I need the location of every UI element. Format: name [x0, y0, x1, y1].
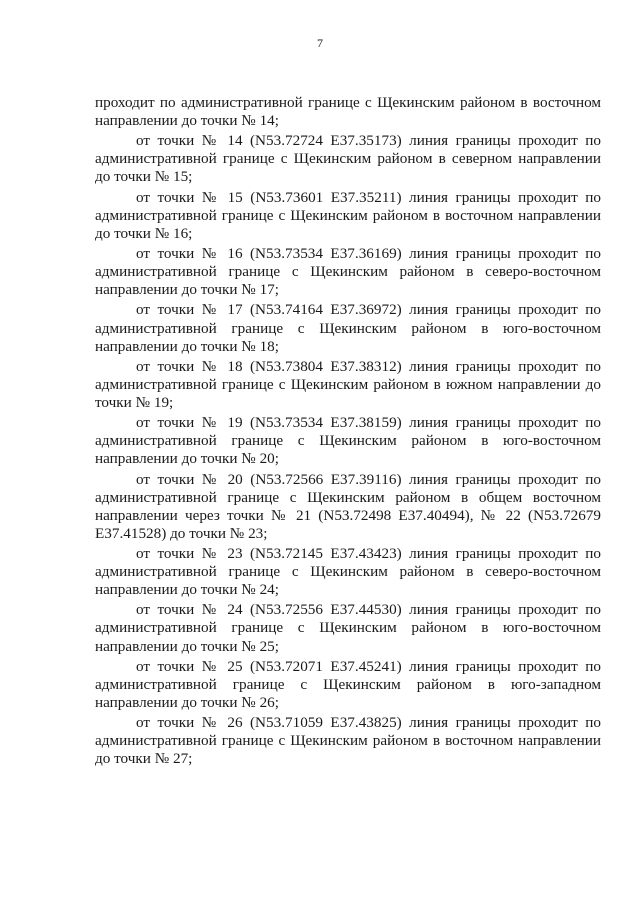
paragraph-point-25: от точки № 25 (N53.72071 E37.45241) линия границы проходит по административной границе с Щекинским районом в юго-западном направлении до точки № 26;	[95, 657, 601, 711]
paragraph-point-19: от точки № 19 (N53.73534 E37.38159) линия границы проходит по административной границе с Щекинским районом в юго-восточном направлении до точки № 20;	[95, 414, 601, 468]
paragraph-point-16: от точки № 16 (N53.73534 E37.36169) линия границы проходит по административной границе с Щекинским районом в северо-восточном направлении до точки № 17;	[95, 245, 601, 299]
page-number: 7	[317, 36, 323, 50]
paragraph-point-14: от точки № 14 (N53.72724 E37.35173) линия границы проходит по административной границе с Щекинским районом в северном направлении до точки № 15;	[95, 132, 601, 186]
paragraph-point-15: от точки № 15 (N53.73601 E37.35211) линия границы проходит по административной границе с Щекинским районом в восточном направлении до точки № 16;	[95, 188, 601, 242]
paragraph-continuation: проходит по административной границе с Щекинским районом в восточном направлении до точки № 14;	[95, 94, 601, 130]
paragraph-point-20: от точки № 20 (N53.72566 E37.39116) линия границы проходит по административной границе с Щекинским районом в общем восточном направлении через точки № 21 (N53.72498 E37.40494), № 22 (N53.72679 E37.41528) до точки № 23;	[95, 470, 601, 542]
paragraph-point-24: от точки № 24 (N53.72556 E37.44530) линия границы проходит по административной границе с Щекинским районом в юго-восточном направлении до точки № 25;	[95, 601, 601, 655]
paragraph-point-18: от точки № 18 (N53.73804 E37.38312) линия границы проходит по административной границе с Щекинским районом в южном направлении до точки № 19;	[95, 357, 601, 411]
document-body	[95, 94, 601, 771]
paragraph-point-23: от точки № 23 (N53.72145 E37.43423) линия границы проходит по административной границе с Щекинским районом в северо-восточном направлении до точки № 24;	[95, 545, 601, 599]
paragraph-point-26: от точки № 26 (N53.71059 E37.43825) линия границы проходит по административной границе с Щекинским районом в восточном направлении до точки № 27;	[95, 714, 601, 768]
paragraph-point-17: от точки № 17 (N53.74164 E37.36972) линия границы проходит по административной границе с Щекинским районом в юго-восточном направлении до точки № 18;	[95, 301, 601, 355]
